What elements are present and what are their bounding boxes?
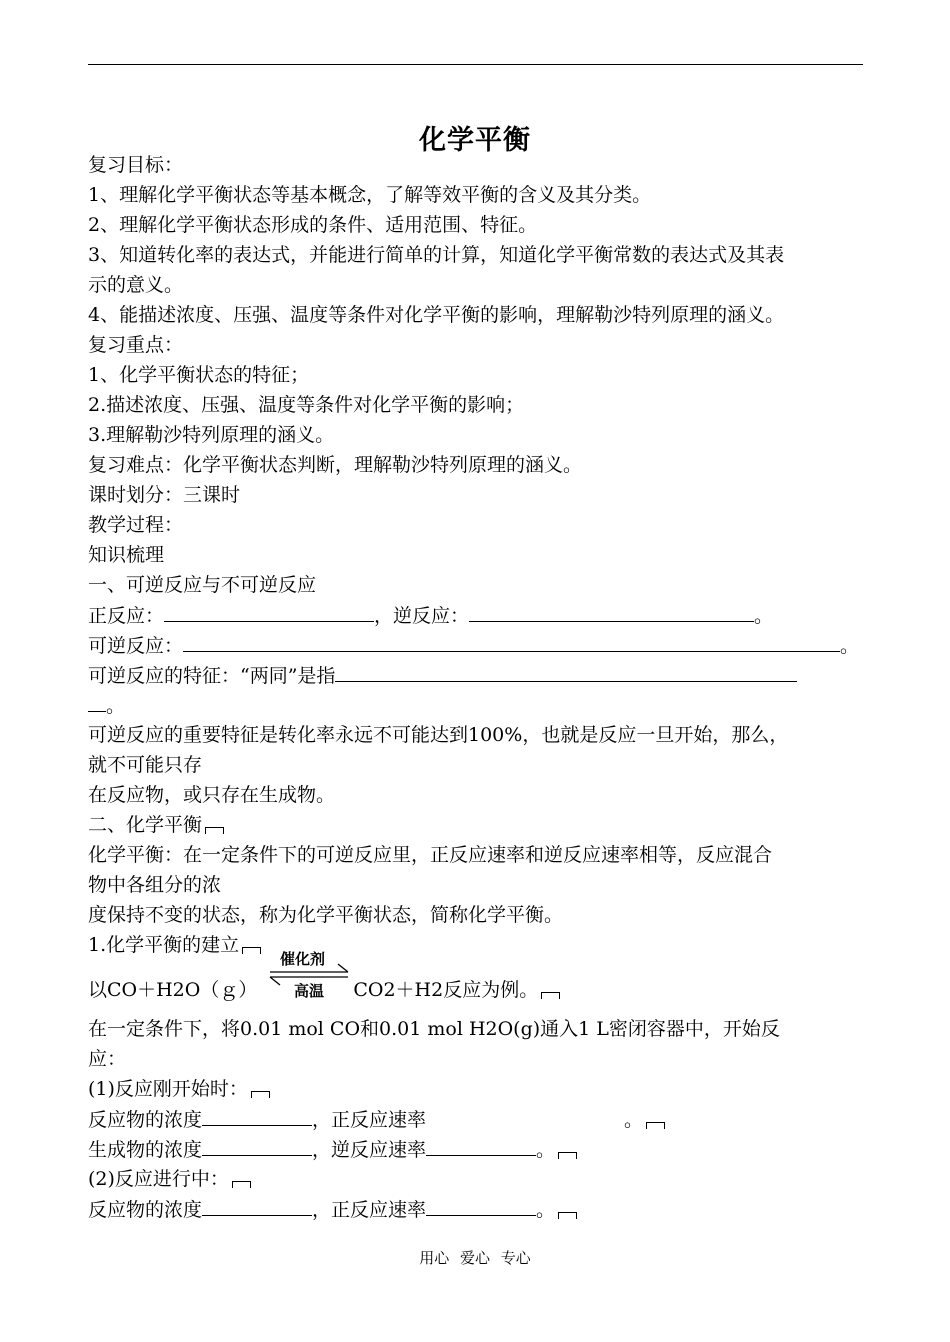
reversible-arrow bbox=[266, 946, 354, 1000]
paragraph-mark-icon bbox=[558, 1152, 577, 1159]
paragraph-mark-icon bbox=[242, 947, 261, 954]
process-heading: 教学过程： bbox=[88, 514, 184, 536]
page-footer bbox=[0, 1247, 950, 1268]
difficulty-line: 复习难点：化学平衡状态判断，理解勒沙特列原理的涵义。 bbox=[88, 454, 583, 476]
objective-item: 3、知道转化率的表达式，并能进行简单的计算，知道化学平衡常数的表达式及其表 bbox=[88, 244, 785, 266]
setup-line: 在一定条件下，将0.01 mol CO和0.01 mol H2O(g)通入1 L密闭容器中，开始反 bbox=[88, 1018, 780, 1040]
equilibrium-definition: 物中各组分的浓 bbox=[88, 874, 222, 896]
important-feature: 可逆反应的重要特征是转化率永远不可能达到100%，也就是反应一旦开始，那么， bbox=[88, 724, 789, 746]
stage1-reactant-line bbox=[88, 1107, 665, 1132]
equilibrium-definition: 化学平衡：在一定条件下的可逆反应里，正反应速率和逆反应速率相等，反应混合 bbox=[88, 844, 773, 866]
key-points-heading: 复习重点： bbox=[88, 334, 184, 356]
feature-line-continued bbox=[88, 693, 125, 718]
period: 。 bbox=[536, 1139, 556, 1161]
reactant-conc-blank bbox=[202, 1107, 312, 1126]
setup-line: 应： bbox=[88, 1048, 127, 1070]
reverse-label: ，逆反应： bbox=[374, 605, 470, 627]
objective-item: 示的意义。 bbox=[88, 274, 184, 296]
important-feature: 在反应物，或只存在生成物。 bbox=[88, 784, 336, 806]
key-point-item: 2.描述浓度、压强、温度等条件对化学平衡的影响； bbox=[88, 394, 525, 416]
paragraph-mark-icon bbox=[541, 992, 560, 999]
paragraph-mark-icon bbox=[205, 827, 224, 834]
page-title: 化学平衡 bbox=[419, 125, 531, 156]
feature-label: 可逆反应的特征：“两同”是指 bbox=[88, 665, 336, 687]
footer-word: 专心 bbox=[500, 1249, 531, 1267]
key-point-item: 1、化学平衡状态的特征； bbox=[88, 364, 310, 386]
feature-blank-end bbox=[88, 693, 106, 712]
reversible-blank bbox=[183, 633, 840, 652]
paragraph-mark-icon bbox=[558, 1212, 577, 1219]
forward-rate-label: ，正反应速率 bbox=[312, 1109, 427, 1131]
reactant-conc-label: 反应物的浓度 bbox=[88, 1199, 203, 1221]
section2-heading-text: 二、化学平衡 bbox=[88, 814, 203, 836]
objective-item: 2、理解化学平衡状态形成的条件、适用范围、特征。 bbox=[88, 214, 538, 236]
paragraph-mark-icon bbox=[232, 1181, 251, 1188]
reactant-conc-blank bbox=[202, 1197, 312, 1216]
key-point-item: 3.理解勒沙特列原理的涵义。 bbox=[88, 424, 335, 446]
period: 。 bbox=[106, 695, 126, 717]
reactant-conc-label: 反应物的浓度 bbox=[88, 1109, 203, 1131]
paragraph-mark-icon bbox=[646, 1122, 665, 1129]
subsection-title: 1.化学平衡的建立 bbox=[88, 934, 240, 956]
product-conc-label: 生成物的浓度 bbox=[88, 1139, 203, 1161]
catalyst-label: 催化剂 bbox=[280, 950, 326, 968]
reversible-line bbox=[88, 633, 859, 658]
forward-rate-blank bbox=[426, 1197, 536, 1216]
product-conc-blank bbox=[202, 1137, 312, 1156]
reverse-rate-label: ，逆反应速率 bbox=[312, 1139, 427, 1161]
forward-rate-label: ，正反应速率 bbox=[312, 1199, 427, 1221]
objectives-heading: 复习目标： bbox=[88, 154, 184, 176]
equilibrium-definition: 度保持不变的状态，称为化学平衡状态，简称化学平衡。 bbox=[88, 904, 564, 926]
paragraph-mark-icon bbox=[251, 1091, 270, 1098]
forward-blank bbox=[164, 603, 374, 622]
footer-word: 爱心 bbox=[459, 1249, 490, 1267]
important-feature: 就不可能只存 bbox=[88, 754, 203, 776]
equation-left: 以CO＋H2O（ｇ） bbox=[88, 979, 258, 1001]
stage2-reactant-line bbox=[88, 1197, 577, 1222]
forward-label: 正反应： bbox=[88, 605, 165, 627]
feature-blank bbox=[335, 663, 797, 682]
equation-right: CO2＋H2反应为例。 bbox=[353, 979, 539, 1001]
reverse-rate-blank bbox=[426, 1137, 536, 1156]
high-temp-label: 高温 bbox=[294, 982, 325, 1000]
stage1-text: (1)反应刚开始时： bbox=[88, 1078, 248, 1100]
knowledge-heading: 知识梳理 bbox=[88, 544, 165, 566]
stage1-heading bbox=[88, 1077, 270, 1101]
stage1-product-line bbox=[88, 1137, 577, 1162]
forward-reverse-line bbox=[88, 603, 773, 628]
period: 。 bbox=[754, 605, 774, 627]
footer-word: 用心 bbox=[419, 1249, 450, 1267]
reverse-blank bbox=[469, 603, 754, 622]
feature-line bbox=[88, 663, 797, 688]
stage2-heading bbox=[88, 1167, 251, 1191]
section2-heading bbox=[88, 813, 224, 837]
objective-item: 4、能描述浓度、压强、温度等条件对化学平衡的影响，理解勒沙特列原理的涵义。 bbox=[88, 304, 785, 326]
reversible-label: 可逆反应： bbox=[88, 635, 184, 657]
period: 。 bbox=[624, 1109, 644, 1131]
section1-heading: 一、可逆反应与不可逆反应 bbox=[88, 574, 317, 596]
schedule-line: 课时划分：三课时 bbox=[88, 484, 241, 506]
period: 。 bbox=[840, 635, 860, 657]
period: 。 bbox=[536, 1199, 556, 1221]
subsection-establishment bbox=[88, 933, 261, 957]
objective-item: 1、理解化学平衡状态等基本概念，了解等效平衡的含义及其分类。 bbox=[88, 184, 652, 206]
stage2-text: (2)反应进行中： bbox=[88, 1168, 229, 1190]
header-rule bbox=[88, 64, 863, 65]
